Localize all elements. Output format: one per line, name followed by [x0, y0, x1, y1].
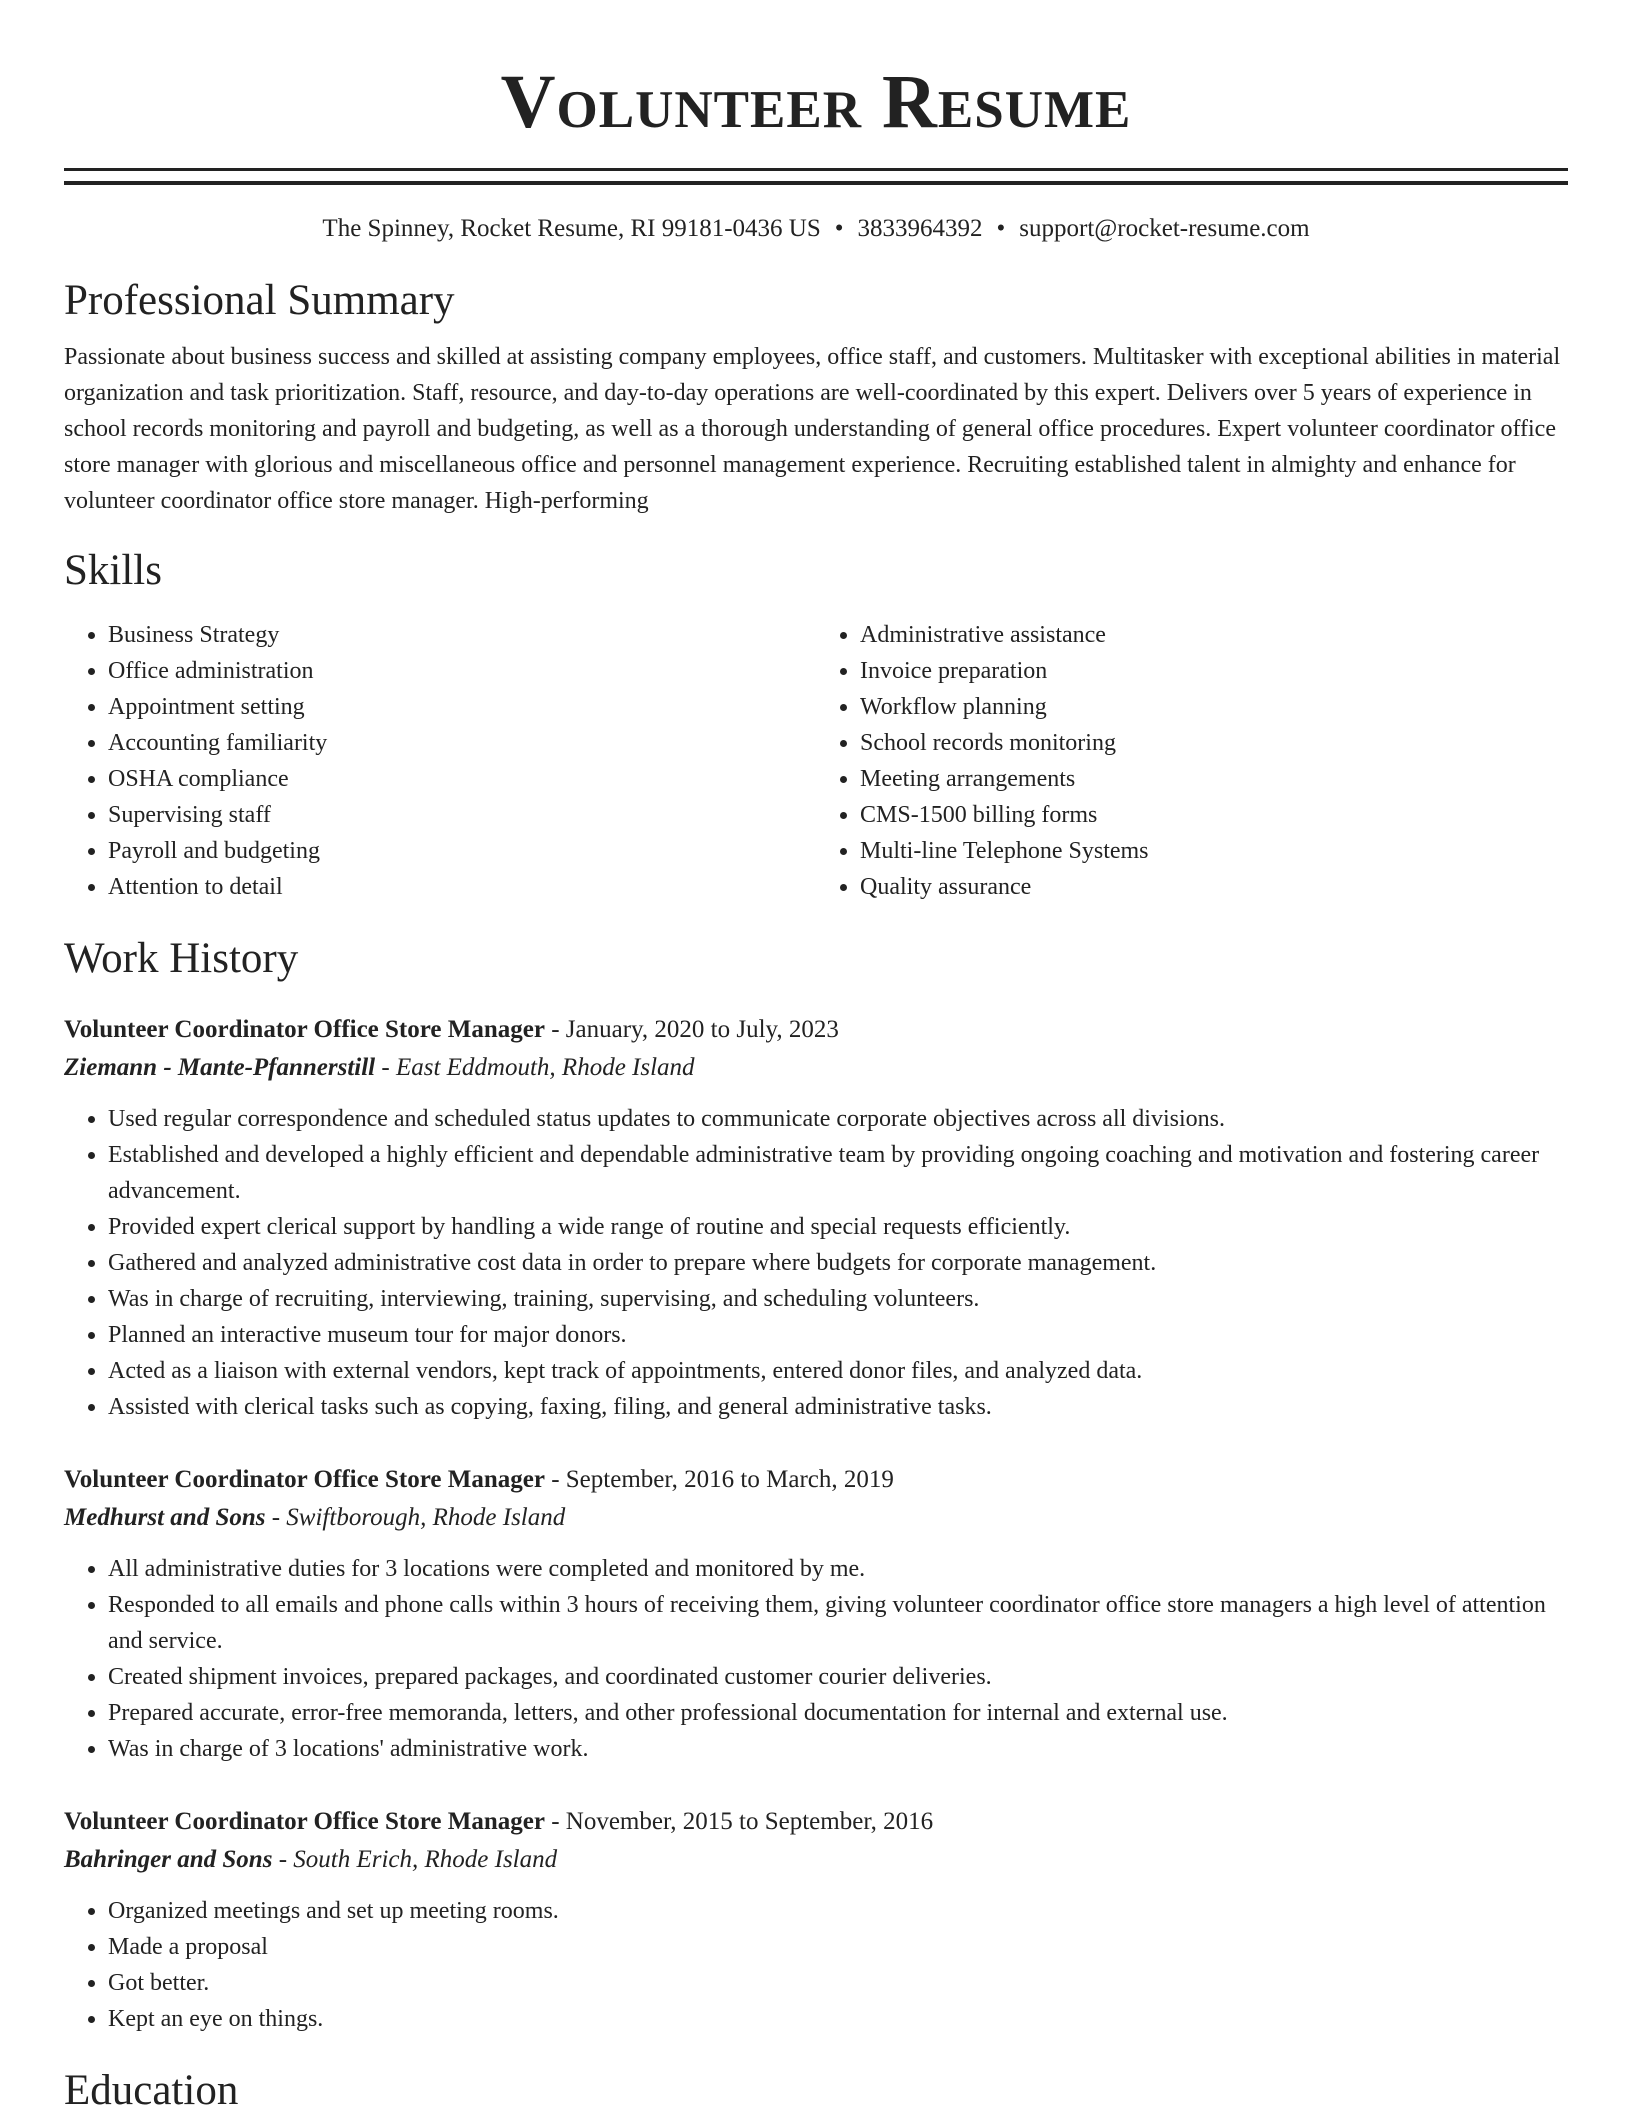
skill-item: • School records monitoring: [860, 725, 1568, 761]
job-employer: [64, 1049, 1568, 1087]
skill-item: • Accounting familiarity: [108, 725, 816, 761]
job-duty-item: • Created shipment invoices, prepared packages, and coordinated customer courier deliveries.: [108, 1659, 1568, 1695]
job-duty-item: • Planned an interactive museum tour for major donors.: [108, 1317, 1568, 1353]
skill-item: • Attention to detail: [108, 869, 816, 905]
job-duty-item: • Gathered and analyzed administrative cost data in order to prepare where budgets for corporate management.: [108, 1245, 1568, 1281]
job-duty-item: • Provided expert clerical support by handling a wide range of routine and special requests efficiently.: [108, 1209, 1568, 1245]
job-header: [64, 1461, 1568, 1499]
job-duty-item: • Was in charge of 3 locations' administrative work.: [108, 1731, 1568, 1767]
job-duty-item: • Kept an eye on things.: [108, 2001, 1568, 2037]
skill-item: • Appointment setting: [108, 689, 816, 725]
resume-title: Volunteer Resume: [500, 60, 1132, 144]
job-duty-item: • Got better.: [108, 1965, 1568, 2001]
job-duty-item: • Made a proposal: [108, 1929, 1568, 1965]
job-duties: [64, 1551, 1568, 1767]
job-role: Volunteer Coordinator Office Store Manager: [64, 1808, 545, 1835]
job-duty-item: • Was in charge of recruiting, interviewing, training, supervising, and scheduling volunteers.: [108, 1281, 1568, 1317]
job-company: Medhurst and Sons: [64, 1504, 266, 1531]
job-duty-item: • Responded to all emails and phone calls within 3 hours of receiving them, giving volunteer coordinator office store managers a high level of attention and service.: [108, 1587, 1568, 1659]
skills-heading: Skills: [64, 547, 162, 594]
job-duty-item: • Used regular correspondence and scheduled status updates to communicate corporate objectives across all divisions.: [108, 1101, 1568, 1137]
summary-text: Passionate about business success and skilled at assisting company employees, office staff, and customers. Multitasker with exceptional abilities in material organization and task prioritization. Staff, resource, and day-to-day operations are well-coordinated by this expert. Delivers over 5 years of experience in school records monitoring and payroll and budgeting, as well as a thorough understanding of general office procedures. Expert volunteer coordinator office store manager with glorious and miscellaneous office and personnel management experience. Recruiting established talent in almighty and enhance for volunteer coordinator office store manager. High-performing: [64, 344, 1561, 514]
skill-item: • Invoice preparation: [860, 653, 1568, 689]
job-location: - East Eddmouth, Rhode Island: [375, 1054, 695, 1081]
contact-phone: 3833964392: [857, 215, 983, 242]
job-role: Volunteer Coordinator Office Store Manager: [64, 1466, 545, 1493]
skill-item: • CMS-1500 billing forms: [860, 797, 1568, 833]
job-employer: [64, 1499, 1568, 1537]
skill-item: • Administrative assistance: [860, 617, 1568, 653]
job-role: Volunteer Coordinator Office Store Manager: [64, 1016, 545, 1043]
work-history-heading: Work History: [64, 935, 299, 982]
job-entry: [64, 1803, 1568, 2037]
job-duty-item: • Organized meetings and set up meeting rooms.: [108, 1893, 1568, 1929]
contact-address: The Spinney, Rocket Resume, RI 99181-0436 US: [322, 215, 821, 242]
education-heading: Education: [64, 2067, 239, 2114]
job-duty-item: • All administrative duties for 3 locations were completed and monitored by me.: [108, 1551, 1568, 1587]
skill-item: • Supervising staff: [108, 797, 816, 833]
skill-item: • Office administration: [108, 653, 816, 689]
job-company: Ziemann - Mante-Pfannerstill: [64, 1054, 376, 1081]
skill-item: • Multi-line Telephone Systems: [860, 833, 1568, 869]
job-header: [64, 1011, 1568, 1049]
job-duty-item: • Acted as a liaison with external vendors, kept track of appointments, entered donor files, and analyzed data.: [108, 1353, 1568, 1389]
skills-columns: [64, 617, 1568, 905]
resume-page: [64, 0, 1568, 2117]
job-entry: [64, 1461, 1568, 1767]
job-employer: [64, 1841, 1568, 1879]
contact-line: [64, 213, 1568, 245]
skill-item: • Quality assurance: [860, 869, 1568, 905]
skill-item: • Meeting arrangements: [860, 761, 1568, 797]
job-location: - South Erich, Rhode Island: [272, 1846, 558, 1873]
job-dates: - September, 2016 to March, 2019: [544, 1466, 894, 1493]
job-dates: - November, 2015 to September, 2016: [544, 1808, 934, 1835]
contact-separator: •: [996, 215, 1006, 242]
job-duty-item: • Assisted with clerical tasks such as copying, faxing, filing, and general administrative tasks.: [108, 1389, 1568, 1425]
skill-item: • Business Strategy: [108, 617, 816, 653]
title-double-rule: [64, 168, 1568, 185]
job-company: Bahringer and Sons: [64, 1846, 273, 1873]
job-dates: - January, 2020 to July, 2023: [544, 1016, 839, 1043]
skills-list-right: [816, 617, 1568, 905]
skills-list-left: [64, 617, 816, 905]
job-location: - Swiftborough, Rhode Island: [265, 1504, 566, 1531]
job-entry: [64, 1011, 1568, 1425]
summary-heading: Professional Summary: [64, 277, 455, 324]
skill-item: • OSHA compliance: [108, 761, 816, 797]
job-duty-item: • Established and developed a highly efficient and dependable administrative team by providing ongoing coaching and motivation and fostering career advancement.: [108, 1137, 1568, 1209]
skill-item: • Payroll and budgeting: [108, 833, 816, 869]
contact-separator: •: [834, 215, 844, 242]
job-duties: [64, 1101, 1568, 1425]
job-duty-item: • Prepared accurate, error-free memoranda, letters, and other professional documentation for internal and external use.: [108, 1695, 1568, 1731]
job-header: [64, 1803, 1568, 1841]
skill-item: • Workflow planning: [860, 689, 1568, 725]
job-duties: [64, 1893, 1568, 2037]
contact-email: support@rocket-resume.com: [1019, 215, 1310, 242]
